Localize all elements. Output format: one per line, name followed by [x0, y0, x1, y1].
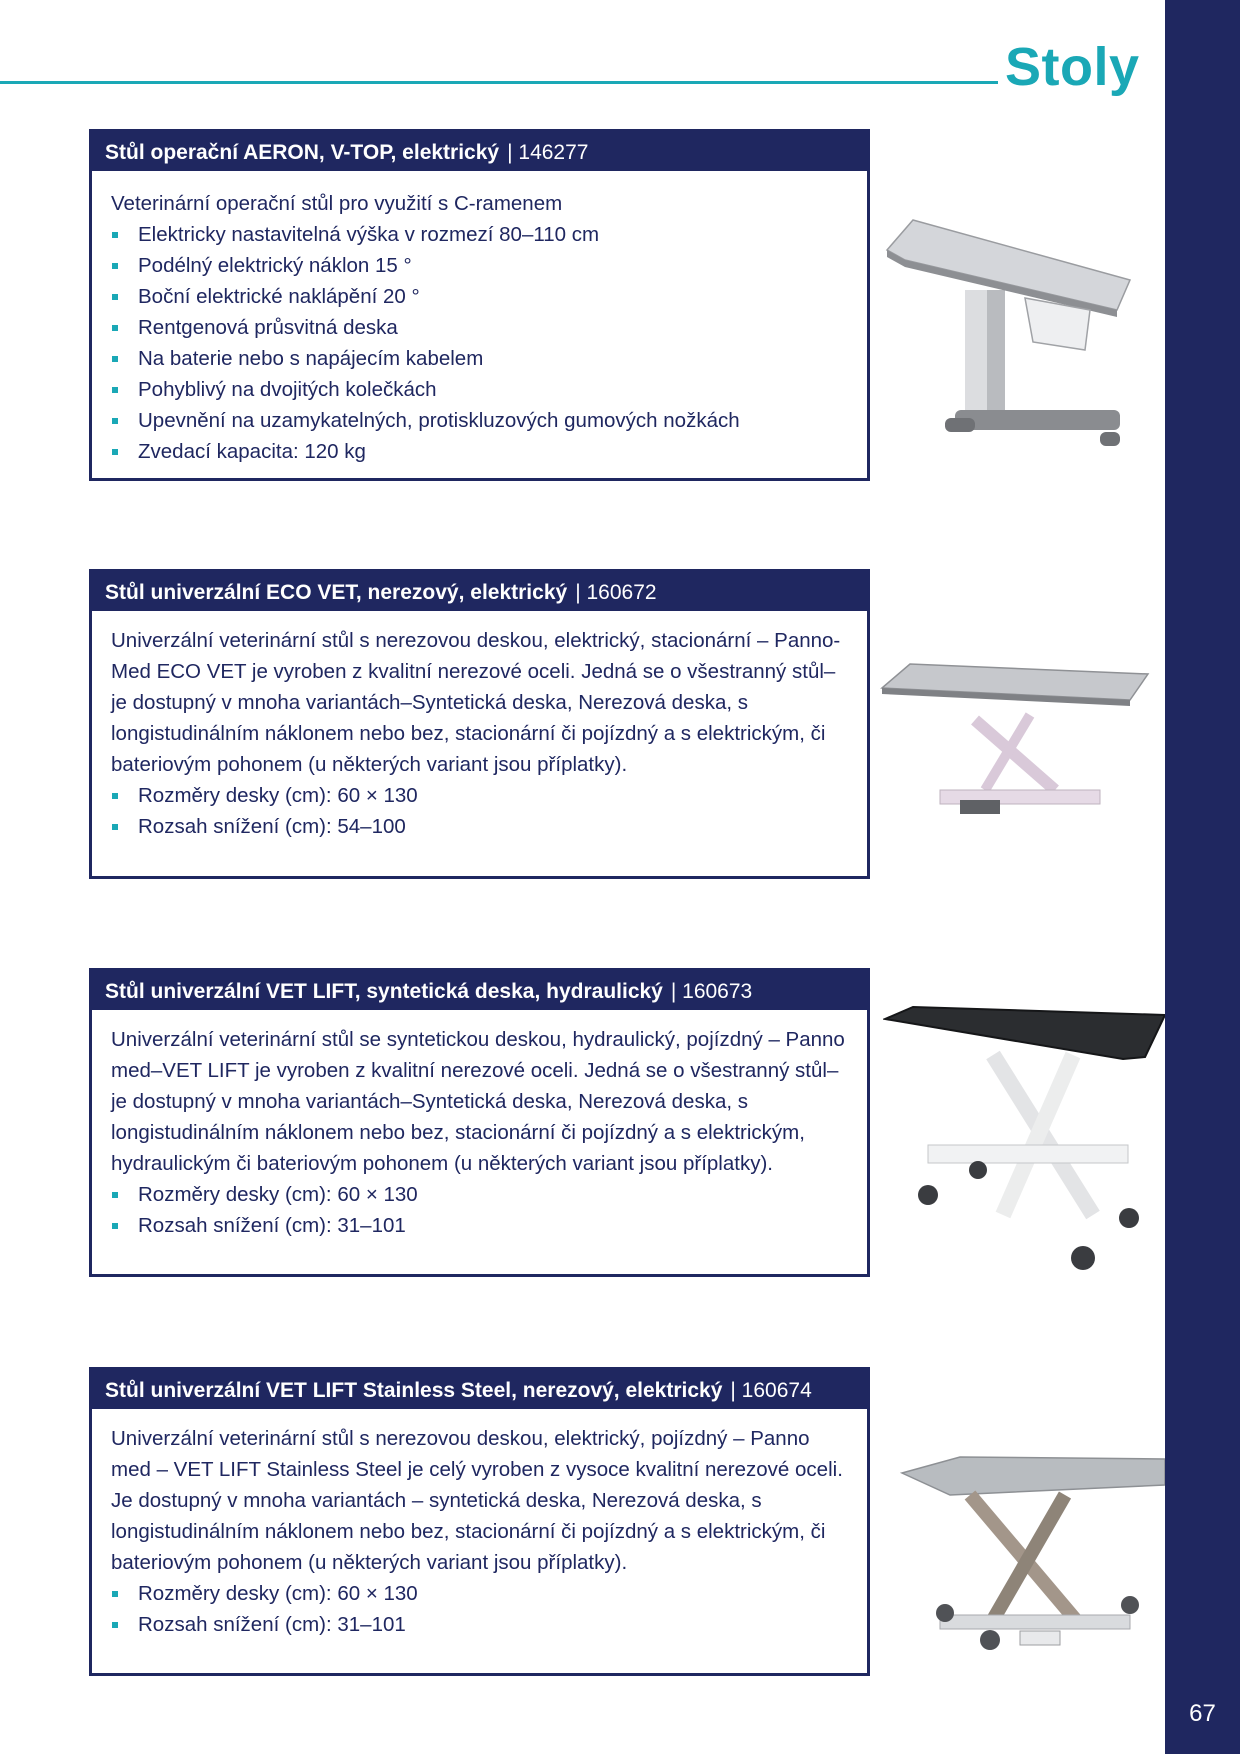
product-card-vet-lift-stainless — [89, 1367, 870, 1676]
feature-item: Zvedací kapacita: 120 kg — [111, 436, 847, 467]
feature-item: Podélný elektrický náklon 15 ° — [111, 250, 847, 281]
title-rule — [0, 81, 998, 84]
product-name: Stůl univerzální VET LIFT Stainless Steel, nerezový, elektrický — [105, 1379, 723, 1402]
feature-item: Na baterie nebo s napájecím kabelem — [111, 343, 847, 374]
product-name: Stůl operační AERON, V-TOP, elektrický — [105, 141, 500, 164]
feature-item: Rozměry desky (cm): 60 × 130 — [111, 1578, 847, 1609]
product-description: Veterinární operační stůl pro využití s C-ramenem — [111, 192, 563, 215]
feature-item: Rozměry desky (cm): 60 × 130 — [111, 780, 847, 811]
feature-list — [111, 219, 847, 467]
feature-item: Pohyblivý na dvojitých kolečkách — [111, 374, 847, 405]
aeron-table-image — [885, 210, 1150, 460]
page-title: Stoly — [1005, 37, 1140, 97]
product-card-eco-vet — [89, 569, 870, 879]
feature-list — [111, 1578, 847, 1640]
eco-vet-table-image — [880, 660, 1150, 835]
feature-item: Rentgenová průsvitná deska — [111, 312, 847, 343]
product-header — [92, 572, 867, 611]
product-description: Univerzální veterinární stůl s nerezovou deskou, elektrický, stacionární – Panno-Med ECO VET je vyroben z kvalitní nerezové oceli. Jedná se o všestranný stůl–je dostupný v mnoha variantách–Syntetická deska, Nerezová deska, s longistudinálním náklonem nebo bez, stacionární či pojízdný a s elektrickým, či bateriovým pohonem (u některých variant jsou příplatky). — [111, 629, 841, 776]
product-name: Stůl univerzální VET LIFT, syntetická deska, hydraulický — [105, 980, 663, 1003]
product-card-vet-lift-hydraulic — [89, 968, 870, 1277]
product-header — [92, 971, 867, 1010]
sidebar-band — [1165, 0, 1240, 1754]
feature-item: Elektricky nastavitelná výška v rozmezí 80–110 cm — [111, 219, 847, 250]
product-body — [92, 1409, 867, 1640]
product-description: Univerzální veterinární stůl se syntetickou deskou, hydraulický, pojízdný – Panno med–VET LIFT je vyroben z kvalitní nerezové oceli. Jedná se o všestranný stůl–je dostupný v mnoha variantách–Syntetická deska, Nerezová deska, s longistudinálním náklonem nebo bez, stacionární či pojízdný a s elektrickým, hydraulickým či bateriovým pohonem (u některých variant jsou příplatky). — [111, 1028, 845, 1175]
product-code: | 146277 — [507, 141, 589, 164]
product-body — [92, 1010, 867, 1241]
feature-list — [111, 1179, 847, 1241]
product-name: Stůl univerzální ECO VET, nerezový, elektrický — [105, 581, 568, 604]
product-body — [92, 171, 867, 467]
product-description: Univerzální veterinární stůl s nerezovou deskou, elektrický, pojízdný – Panno med – VET LIFT Stainless Steel je celý vyroben z vysoce kvalitní nerezové oceli. Je dostupný v mnoha variantách – syntetická deska, Nerezová deska, s longistudinálním náklonem nebo bez, stacionární či pojízdný a s elektrickým, či bateriovým pohonem (u některých variant jsou příplatky). — [111, 1427, 843, 1574]
feature-item: Rozsah snížení (cm): 31–101 — [111, 1210, 847, 1241]
feature-item: Boční elektrické naklápění 20 ° — [111, 281, 847, 312]
product-code: | 160672 — [575, 581, 657, 604]
feature-item: Rozsah snížení (cm): 31–101 — [111, 1609, 847, 1640]
feature-item: Upevnění na uzamykatelných, protiskluzových gumových nožkách — [111, 405, 847, 436]
vet-lift-stainless-image — [900, 1455, 1165, 1655]
feature-item: Rozsah snížení (cm): 54–100 — [111, 811, 847, 842]
page-number: 67 — [1189, 1700, 1216, 1727]
feature-item: Rozměry desky (cm): 60 × 130 — [111, 1179, 847, 1210]
feature-list — [111, 780, 847, 842]
product-card-aeron — [89, 129, 870, 481]
product-header — [92, 132, 867, 171]
product-body — [92, 611, 867, 842]
vet-lift-hydraulic-image — [883, 1005, 1165, 1275]
product-code: | 160674 — [730, 1379, 812, 1402]
product-header — [92, 1370, 867, 1409]
product-code: | 160673 — [670, 980, 753, 1003]
